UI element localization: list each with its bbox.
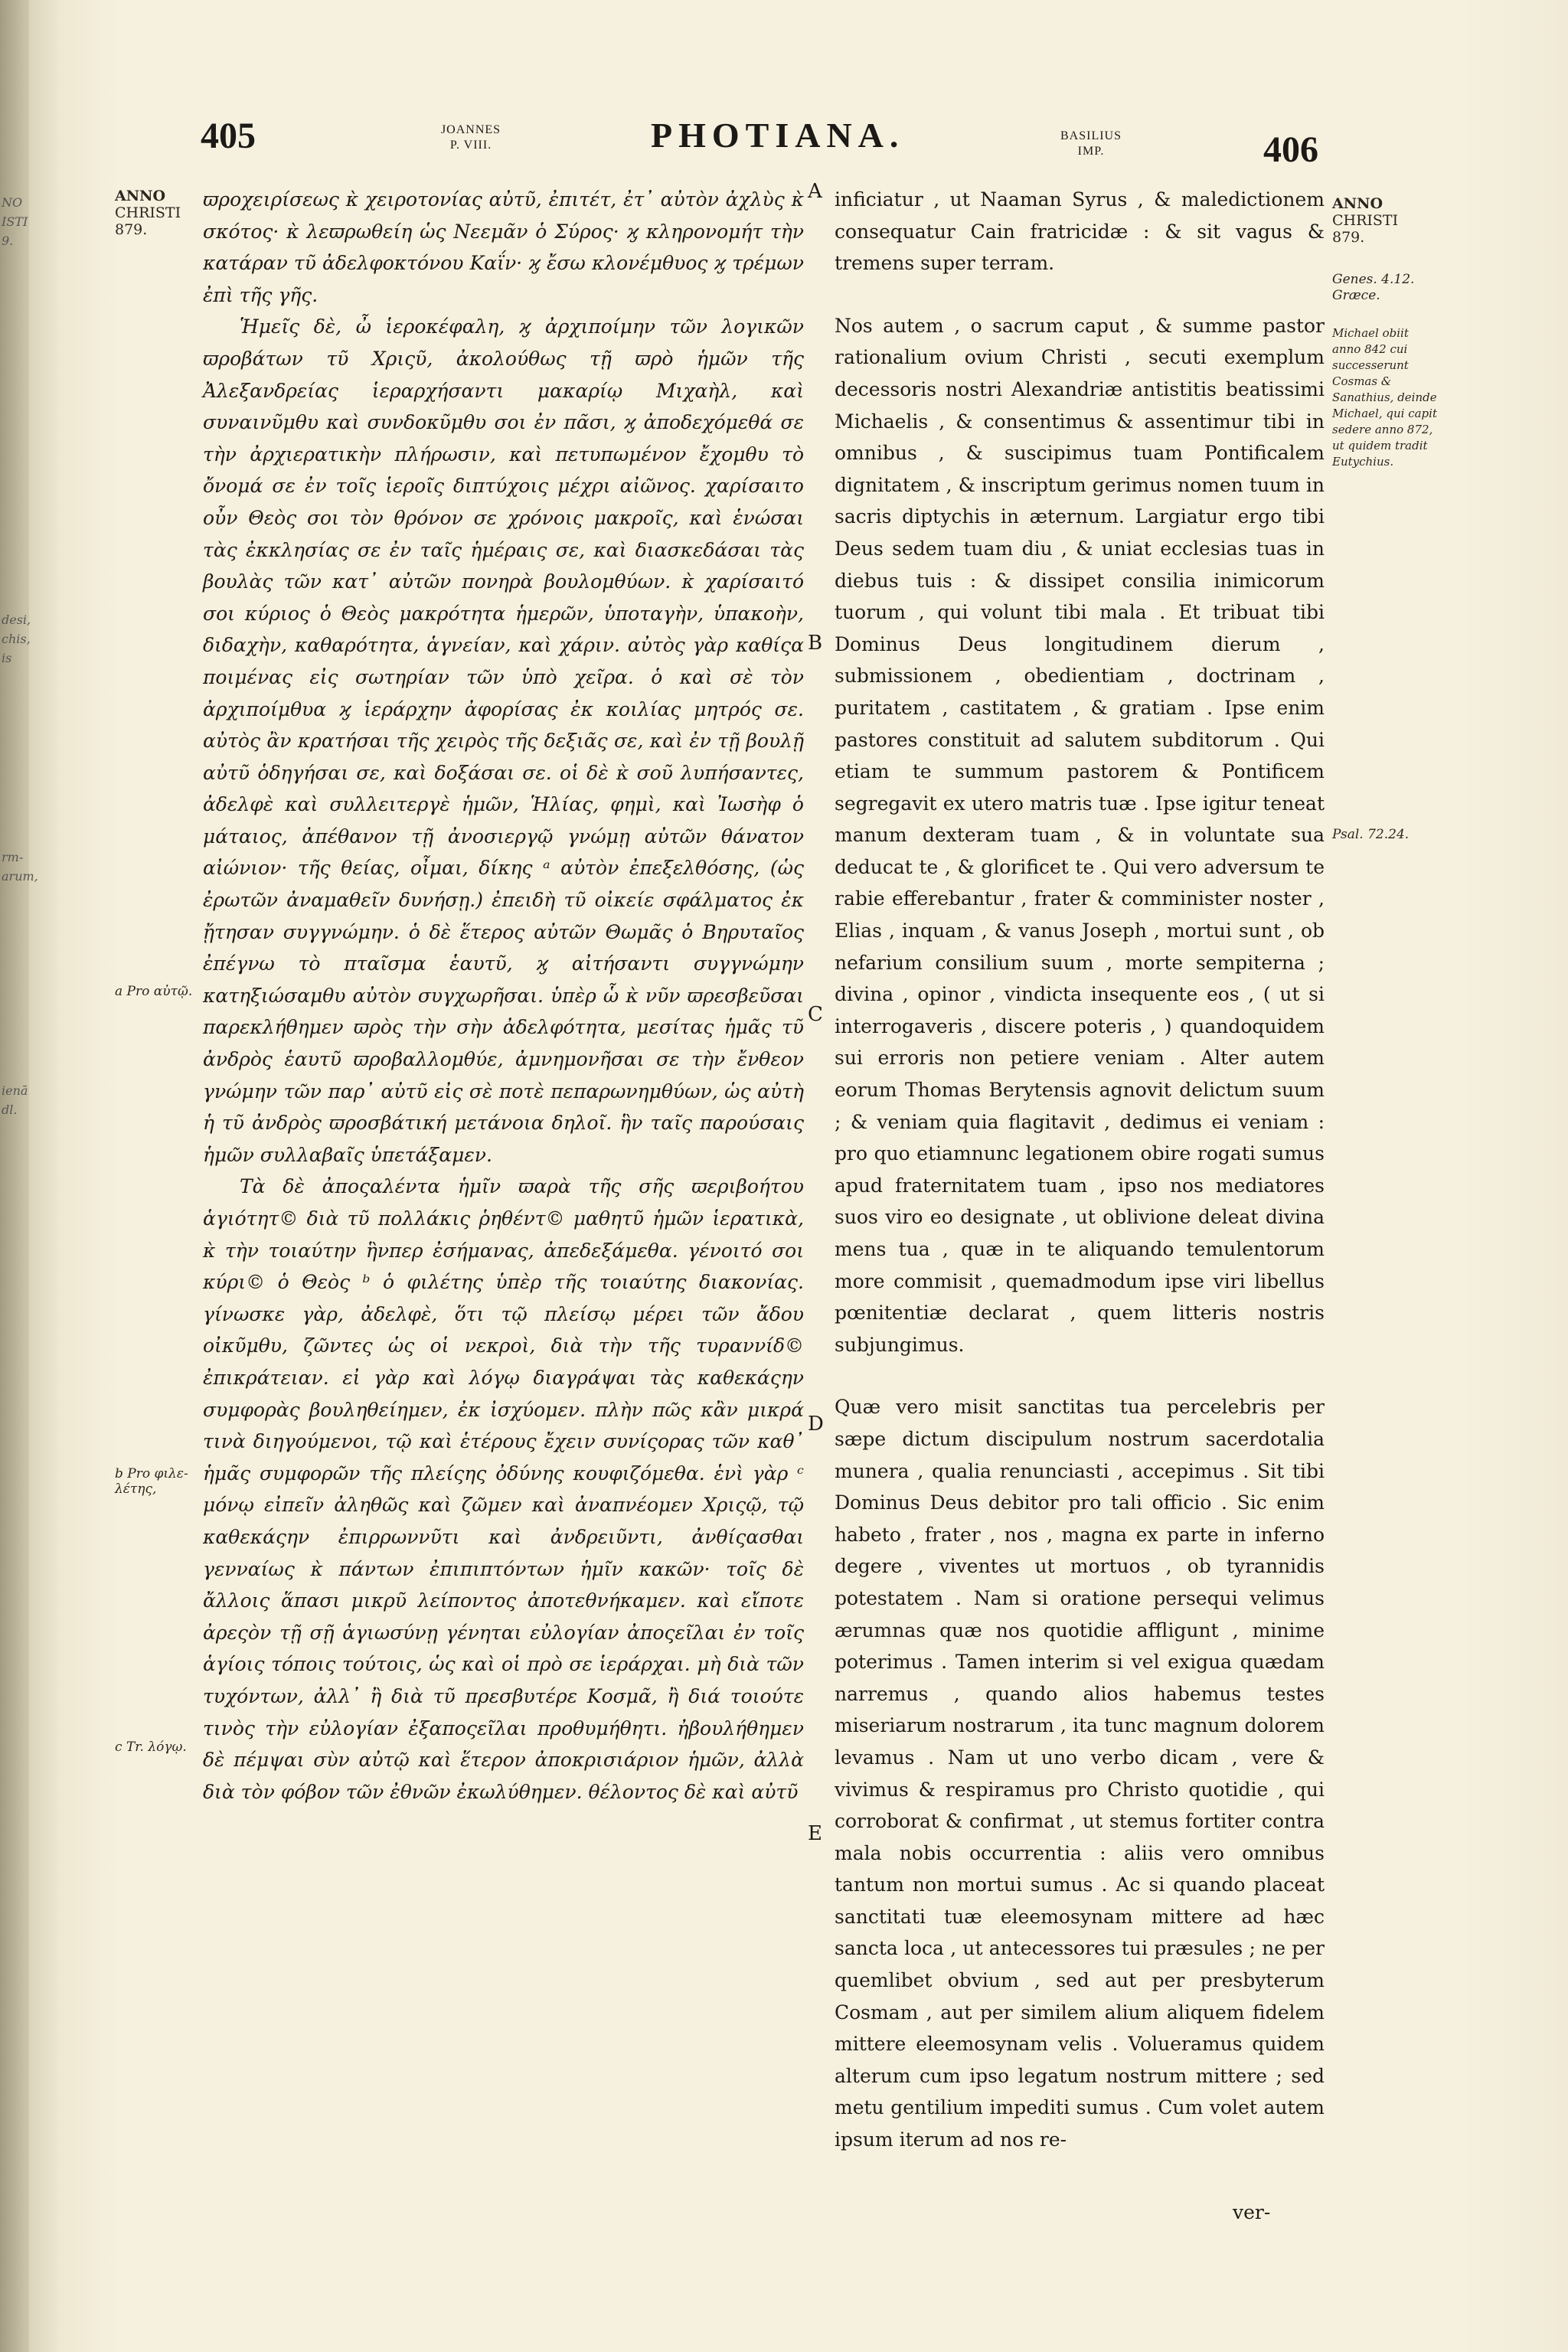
gutter-fragment: ienā — [2, 1083, 28, 1098]
section-letter: A — [808, 180, 822, 203]
gutter-fragment: is — [2, 651, 12, 665]
latin-paragraph: Nos autem , o sacrum caput , & summe pastor rationalium ovium Christi , secuti exemplum decessoris nostri Alexandriæ antistitis beatissimi Michaelis , & consentimus & assentimur tibi in omnibus , & suscipimus tuam Pontificalem dignitatem , & inscriptum gerimus nomen tuum in sacris diptychis in æternum. Largiatur ergo tibi Deus sedem tuam diu , & uniat ecclesias tuas in diebus tuis : & dissipet consilia inimicorum tuorum , qui volunt tibi mala . Et tribuat tibi Dominus Deus longitudinem dierum , submissionem , obedientiam , doctrinam , puritatem , castitatem , & gratiam . Ipse enim pastores constituit ad salutem subditorum . Qui etiam te summum pastorem & Pontificem segregavit ex utero matris tuæ . Ipse igitur teneat manum dexteram tuam , & in voluntate sua deducat te , & glorificet te . Qui vero adversum te rabie efferebantur , frater & comminister noster , Elias , inquam , & vanus Joseph , mortui sunt , ob nefarium consilium suum , morte sempiterna ; divina , opinor , vindicta insequente eos , ( ut si interrogaveris , discere poteris , ) quandoquidem sui erroris non petiere veniam . Alter autem eorum Thomas Berytensis agnovit delictum suum ; & veniam quia flagitavit , dedimus ei veniam : pro quo etiamnunc legationem obire rogati sumus apud fraternitatem tuam , ipso nos mediatores suos viro eo designate , ut oblivione deleat divina mens tua , quæ in te aliquando temulentorum more commisit , quemadmodum ipse viri libellus pœnitentiæ declarat , quem litteris nostris subjungimus. — [835, 314, 1325, 1356]
facing-page-edge — [0, 0, 38, 2352]
section-letter: C — [808, 1003, 823, 1026]
greek-paragraph: Ἡμεῖς δὲ, ὦ ἱεροκέφαλη, ϗ ἀρχιποίμην τῶν λογικῶν ϖροβάτων τῦ Χριςῦ, ἀκολούθως τῇ ϖρὸ ἡμῶν τῆς Ἀλεξανδρείας ἱεραρχήσαντι μακαρίῳ Μιχαὴλ, καὶ συναινῦμθυ καὶ συνδοκῦμθυ σοι ἐν πᾶσι, ϗ ἀποδεχόμεθά σε τὴν ἀρχιερατικὴν πλήρωσιν, καὶ πετυπωμένον ἔχομθυ τὸ ὄνομά σε ἐν τοῖς ἱεροῖς διπτύχοις μέχρι αἰῶνος. χαρίσαιτο οὖν Θεὸς σοι τὸν θρόνον σε χρόνοις μακροῖς, καὶ ἑνώσαι τὰς ἐκκλησίας σε ἐν ταῖς ἡμέραις σε, καὶ διασκεδάσαι τὰς βουλὰς τῶν κατ᾽ αὐτῶν πονηρὰ βουλομθύων. κ̀ χαρίσαιτό σοι κύριος ὁ Θεὸς μακρότητα ἡμερῶν, ὑποταγὴν, ὑπακοὴν, διδαχὴν, καθαρότητα, ἁγνείαν, καὶ χάριν. αὐτὸς γὰρ καθίςα ποιμένας εἰς σωτηρίαν τῶν ὑπὸ χεῖρα. ὁ καὶ σὲ τὸν ἀρχιποίμθυα ϗ ἱεράρχην ἀφορίσας ἐκ κοιλίας μητρός σε. αὐτὸς ἂν κρατήσαι τῆς χειρὸς τῆς δεξιᾶς σε, καὶ ἐν τῇ βουλῇ αὐτῦ ὁδηγήσαι σε, καὶ δοξάσαι σε. οἱ δὲ κ̀ σοῦ λυπήσαντες, ἀδελφὲ καὶ συλλειτεργὲ ἡμῶν, Ἡλίας, φημὶ, καὶ Ἰωσὴφ ὁ μάταιος, ἀπέθανον τῇ ἀνοσιεργῷ γνώμῃ αὐτῶν θάνατον αἰώνιον· τῆς θείας, οἶμαι, δίκης ᵃ αὐτὸν ἐπεξελθόσης, (ὡς ἐρωτῶν ἀναμαθεῖν δυνήσῃ.) ἐπειδὴ τῦ οἰκείε σφάλματος ἐκ ᾔτησαν συγγνώμην. ὁ δὲ ἕτερος αὐτῶν Θωμᾶς ὁ Βηρυταῖος ἐπέγνω τὸ πταῖσμα ἑαυτῦ, ϗ αἰτήσαντι συγγνώμην κατηξιώσαμθυ αὐτὸν συγχωρῆσαι. ὑπὲρ ὧ κ̀ νῦν ϖρεσβεῦσαι παρεκλήθημεν ϖρὸς τὴν σὴν ἀδελφότητα, μεσίτας ἡμᾶς τῦ ἀνδρὸς ἑαυτῦ ϖροβαλλομθύε, ἀμνημονῆσαι σε τὴν ἔνθεον γνώμην τῶν παρ᾽ αὐτῦ εἰς σὲ ποτὲ πεπαρωνημθύων, ὡς αὐτὴ ἡ τῦ ἀνδρὸς ϖροσβάτική μετάνοια δηλοῖ. ἣν ταῖς παρούσαις ἡμῶν συλλαβαῖς ὑπετάξαμεν. — [203, 315, 804, 1166]
gutter-fragment: NO — [2, 195, 23, 210]
right-page-number: 406 — [1263, 129, 1318, 170]
greek-paragraph: Τὰ δὲ ἀποςαλέντα ἡμῖν ϖαρὰ τῆς σῆς ϖεριβοήτου ἁγιότητ© διὰ τῦ πολλάκις ῥηθέντ© μαθητῦ ἡμῶν ἱερατικὰ, κ̀ τὴν τοιαύτην ἣνπερ ἐσήμανας, ἀπεδεξάμεθα. γένοιτό σοι κύρι© ὁ Θεὸς ᵇ ὁ φιλέτης ὑπὲρ τῆς τοιαύτης διακονίας. γίνωσκε γὰρ, ἀδελφὲ, ὅτι τῷ πλείσῳ μέρει τῶν ἄδου οἰκῦμθυ, ζῶντες ὡς οἱ νεκροὶ, διὰ τὴν τῆς τυραννίδ© ἐπικράτειαν. εἰ γὰρ καὶ λόγῳ διαγράψαι τὰς καθεκάςην συμφορὰς βουληθείημεν, ἐκ ἰσχύομεν. πλὴν πῶς κἂν μικρά τινὰ διηγούμενοι, τῷ καὶ ἑτέρους ἔχειν συνίςορας τῶν καθ᾽ ἡμᾶς συμφορῶν τῆς πλείςης ὀδύνης κουφιζόμεθα. ἑνὶ γὰρ ᶜ μόνῳ εἰπεῖν ἀληθῶς καὶ ζῶμεν καὶ ἀναπνέομεν Χριςῷ, τῷ καθεκάςην ἐπιρρωννῦτι καὶ ἀνδρειῦντι, ἀνθίςασθαι γενναίως κ̀ πάντων ἐπιπιπτόντων ἡμῖν κακῶν· τοῖς δὲ ἄλλοις ἅπασι μικρῦ λείποντος ἀποτεθνήκαμεν. καὶ εἴποτε ἀρεςὸν τῇ σῇ ἁγιωσύνῃ γένηται εὐλογίαν ἀποςεῖλαι ἐν τοῖς ἁγίοις τόποις τούτοις, ὡς καὶ οἱ πρὸ σε ἱεράρχαι. μὴ διὰ τῶν τυχόντων, ἀλλ᾽ ἢ διὰ τῦ πρεσβυτέρε Κοσμᾶ, ἢ διά τοιούτε τινὸς τὴν εὐλογίαν ἐξαποςεῖλαι προθυμήθητι. ἠβουλήθημεν δὲ πέμψαι σὺν αὐτῷ καὶ ἕτερον ἀποκρισιάριον ἡμῶν, ἀλλὰ διὰ τὸν φόβον τῶν ἐθνῶν ἐκωλύθημεν. θέλοντος δὲ καὶ αὐτῦ — [203, 1175, 804, 1803]
gutter-fragment: desi, — [2, 612, 31, 627]
latin-paragraph: Quæ vero misit sanctitas tua percelebris per sæpe dictum discipulum nostrum sacerdotalia munera , qualia renunciasti , accepimus . Sit tibi Dominus Deus debitor pro tali officio . Sic enim habeto , frater , nos , magna ex parte in inferno degere , viventes ut mortuos , ob tyrannidis potestatem . Nam si oratione persequi velimus ærumnas quæ nos quotidie affligunt , minime poterimus . Tamen interim si vel exigua quædam narremus , quando alios habemus testes miseriarum nostrarum , ita tunc magnum dolorem levamus . Nam ut uno verbo dicam , vere & vivimus & respiramus pro Christo quotidie , qui corroborat & confirmat , ut stemus fortiter contra mala nobis occurrentia : aliis vero omnibus tantum non mortui sumus . Ac si quando placeat sanctitati tuæ eleemosynam mittere ad hæc sancta loca , ut antecessores tui præsules ; ne per quemlibet obvium , sed aut per presbyterum Cosmam , aut per similem alium aliquem fidelem mittere eleemosynam velis . Volueramus quidem alterum cum ipso legatum nostrum mittere ; sed metu gentilium impediti sumus . Cum volet autem ipsum iterum ad nos re- — [835, 1396, 1325, 2151]
gutter-fragment: rm- — [2, 850, 24, 864]
gutter-fragment: 9. — [2, 234, 14, 248]
catchword: ver- — [1233, 2201, 1271, 2223]
michael-side-note: Michael obiit anno 842 cui successerunt Cosmas & Sanathius, deinde Michael, qui capit sedere anno 872, ut quidem tradit Eutychius. — [1332, 326, 1437, 469]
right-running-head: BASILIUS IMP. — [1060, 129, 1122, 158]
footnote-marker-c: c Tr. λόγῳ. — [115, 1740, 187, 1755]
footnote-marker-b: b Pro φιλε- λέτης, — [115, 1466, 188, 1497]
section-letter: D — [808, 1413, 824, 1436]
latin-paragraph: inficiatur , ut Naaman Syrus , & maledictionem consequatur Cain fratricidæ : & sit vagus & tremens super terram. — [835, 188, 1325, 275]
gutter-fragment: dl. — [2, 1102, 18, 1117]
left-page-number: 405 — [201, 116, 256, 156]
gutter-fragment: chis, — [2, 632, 31, 646]
left-running-head: JOANNES P. VIII. — [440, 123, 501, 152]
greek-text-column — [203, 184, 804, 1808]
page-title: PHOTIANA. — [651, 116, 905, 155]
anno-christi-left: ANNO CHRISTI 879. — [115, 188, 181, 238]
psalm-reference: Psal. 72.24. — [1332, 827, 1410, 842]
latin-text-column — [835, 184, 1325, 2156]
footnote-marker-a: a Pro αὐτῷ. — [115, 984, 193, 999]
anno-christi-right: ANNO CHRISTI 879. — [1332, 195, 1399, 246]
greek-paragraph: ϖροχειρίσεως κ̀ χειροτονίας αὐτῦ, ἐπιτέτ, ἐτ᾽ αὐτὸν ἀχλὺς κ̀ σκότος· κ̀ λεϖρωθείη ὡς Νεεμᾶν ὁ Σύρος· ϗ κληρονομήτ τὴν κατάραν τῦ ἀδελφοκτόνου Καΐν· ϗ ἔσω κλονέμθυος ϗ τρέμων ἐπὶ τῆς γῆς. — [203, 188, 804, 306]
section-letter: B — [808, 632, 823, 655]
gutter-fragment: ISTI — [2, 214, 28, 229]
gutter-fragment: arum, — [2, 869, 38, 884]
section-letter: E — [808, 1822, 822, 1845]
genesis-reference: Genes. 4.12. Græce. — [1332, 272, 1415, 303]
